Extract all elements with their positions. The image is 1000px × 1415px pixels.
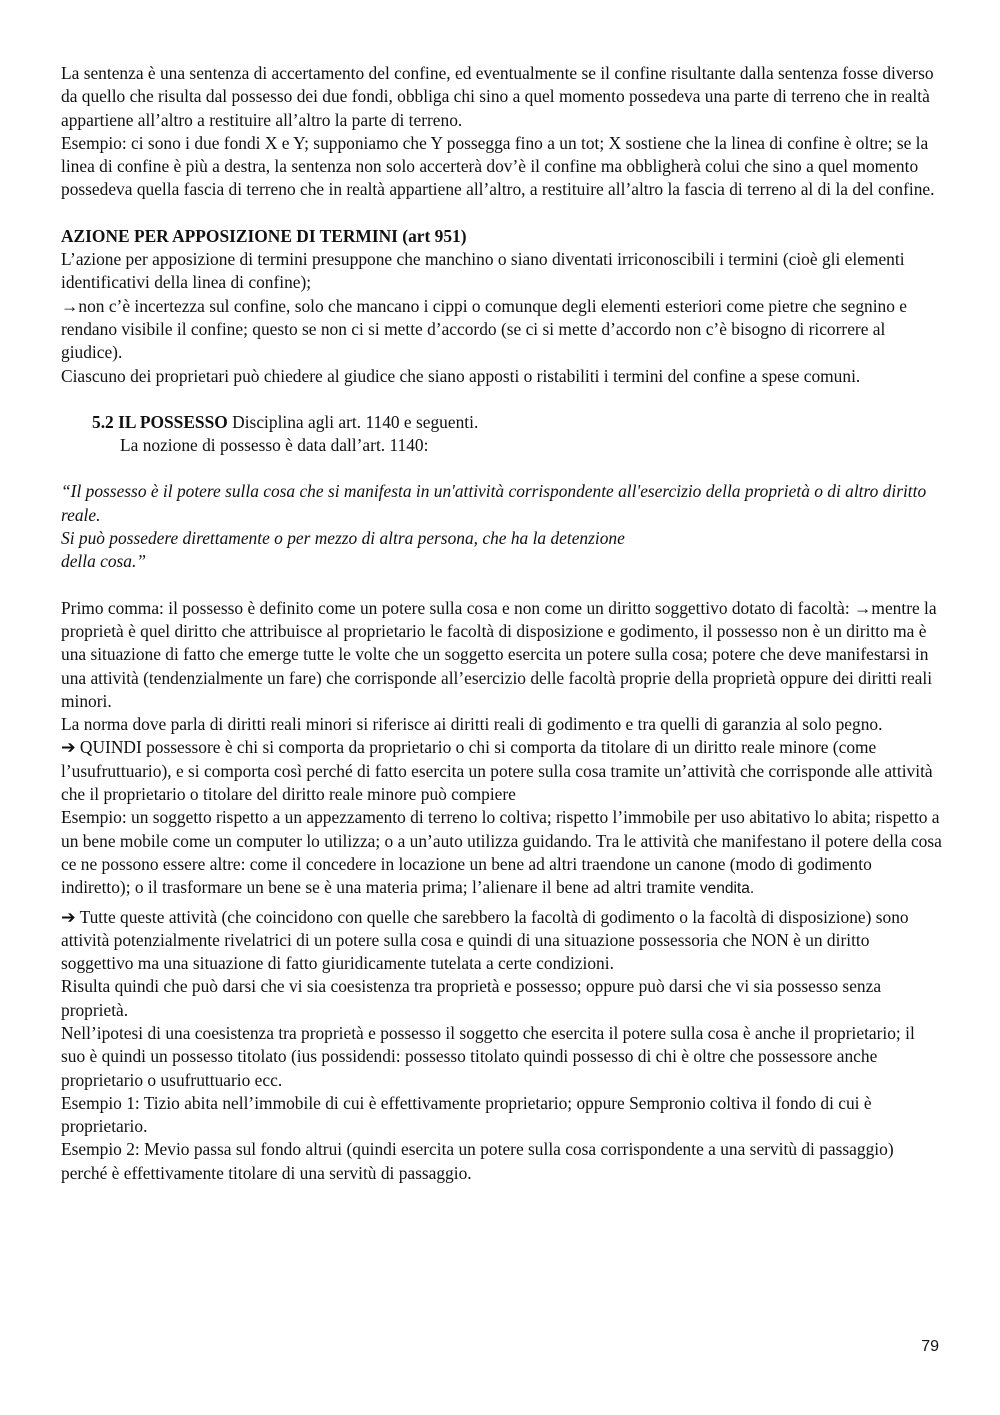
section-heading: 5.2 IL POSSESSO — [92, 411, 228, 432]
paragraph: Primo comma: il possesso è definito come un potere sulla cosa e non come un diritto soggettivo dotato di facoltà: →mentre la proprietà è quel diritto che attribuisce al proprietario le facoltà di disposizione e godimento, il possesso non è un diritto ma è una situazione di fatto che emerge tutte le volte che un soggetto esercita un potere sulla cosa; potere che deve manifestarsi in una attività (tendenzialmente un fare) che corrisponde all’esercizio delle facoltà proprie della proprietà oppure dei diritti reali minori. — [61, 597, 937, 711]
paragraph: →non c’è incertezza sul confine, solo che mancano i cippi o comunque degli elementi esteriori come pietre che segnino e rendano visibile il confine; questo se non ci si mette d’accordo (se ci si mette d’accordo non c’è bisogno di ricorrere al giudice). — [61, 295, 908, 363]
paragraph-tail: vendita. — [699, 880, 755, 898]
paragraph: Risulta quindi che può darsi che vi sia coesistenza tra proprietà e possesso; oppure può darsi che vi sia possesso senza proprietà. — [61, 976, 882, 1020]
paragraph: ➔ QUINDI possessore è chi si comporta da proprietario o chi si comporta da titolare di un diritto reale minore (come l’usufruttuario), e si comporta così perché di fatto esercita un potere sulla cosa tramite un’attività che corrisponde alle attività che il proprietario o titolare del diritto reale minore può compiere — [61, 737, 933, 805]
heading-text: Disciplina agli art. 1140 e seguenti. — [227, 411, 479, 432]
paragraph: Ciascuno dei proprietari può chiedere al giudice che siano apposti o ristabiliti i termini del confine a spese comuni. — [61, 365, 861, 386]
paragraph: ➔ Tutte queste attività (che coincidono con quelle che sarebbero la facoltà di godimento o la facoltà di disposizione) sono attività potenzialmente rivelatrici di un potere sulla cosa e quindi di una situazione possessoria che NON è un diritto soggettivo ma una situazione di fatto giuridicamente tutelata a certe condizioni. — [61, 906, 909, 974]
page-number: 79 — [921, 1338, 939, 1355]
paragraph — [61, 806, 942, 900]
paragraph: La sentenza è una sentenza di accertamento del confine, ed eventualmente se il confine risultante dalla sentenza fosse diverso da quello che risulta dal possesso dei due fondi, obbliga chi sino a quel momento possedeva una parte di terreno che in realtà appartiene all’altro a restituire all’altro la parte di terreno. — [61, 63, 934, 130]
quote-line: della cosa.” — [61, 551, 147, 572]
section-heading: AZIONE PER APPOSIZIONE DI TERMINI (art 951) — [61, 225, 467, 246]
quote-line: “Il possesso è il potere sulla cosa che si manifesta in un'attività corrispondente all'esercizio della proprietà o di altro diritto reale. — [61, 481, 927, 525]
section-heading-line — [61, 411, 942, 434]
quote-line: Si può possedere direttamente o per mezzo di altra persona, che ha la detenzione — [61, 528, 625, 549]
paragraph: La nozione di possesso è data dall’art. 1140: — [120, 435, 429, 456]
paragraph: L’azione per apposizione di termini presuppone che manchino o siano diventati irriconoscibili i termini (cioè gli elementi identificativi della linea di confine); — [61, 249, 905, 293]
paragraph: Nell’ipotesi di una coesistenza tra proprietà e possesso il soggetto che esercita il potere sulla cosa è anche il proprietario; il suo è quindi un possesso titolato (ius possidendi: possesso titolato quindi possesso di chi è oltre che possessore anche proprietario o usufruttuario ecc. — [61, 1022, 915, 1090]
paragraph: La norma dove parla di diritti reali minori si riferisce ai diritti reali di godimento e tra quelli di garanzia al solo pegno. — [61, 714, 883, 735]
paragraph: Esempio: ci sono i due fondi X e Y; supponiamo che Y possegga fino a un tot; X sostiene che la linea di confine è oltre; se la linea di confine è più a destra, la sentenza non solo accerterà dov’è il confine ma obbligherà colui che sino a quel momento possedeva quella fascia di terreno che in realtà appartiene all’altro, a restituire all’altro la fascia di terreno al di la del confine. — [61, 132, 935, 200]
paragraph: Esempio 1: Tizio abita nell’immobile di cui è effettivamente proprietario; oppure Sempronio coltiva il fondo di cui è proprietario. — [61, 1092, 872, 1137]
paragraph-text: Esempio: un soggetto rispetto a un appezzamento di terreno lo coltiva; rispetto l’immobile per uso abitativo lo abita; rispetto a un bene mobile come un computer lo utilizza; o a un’auto utilizza guidando. Tra le attività che manifestano il potere della cosa ce ne possono essere altre: come il concedere in locazione un bene ad altri traendone un canone (modo di godimento indiretto); o il trasformare un bene se è una materia prima; l’alienare il bene ad altri tramite — [61, 807, 942, 898]
paragraph: Esempio 2: Mevio passa sul fondo altrui (quindi esercita un potere sulla cosa corrispondente a una servitù di passaggio) perché è effettivamente titolare di una servitù di passaggio. — [61, 1139, 894, 1183]
quote-block — [61, 480, 942, 573]
